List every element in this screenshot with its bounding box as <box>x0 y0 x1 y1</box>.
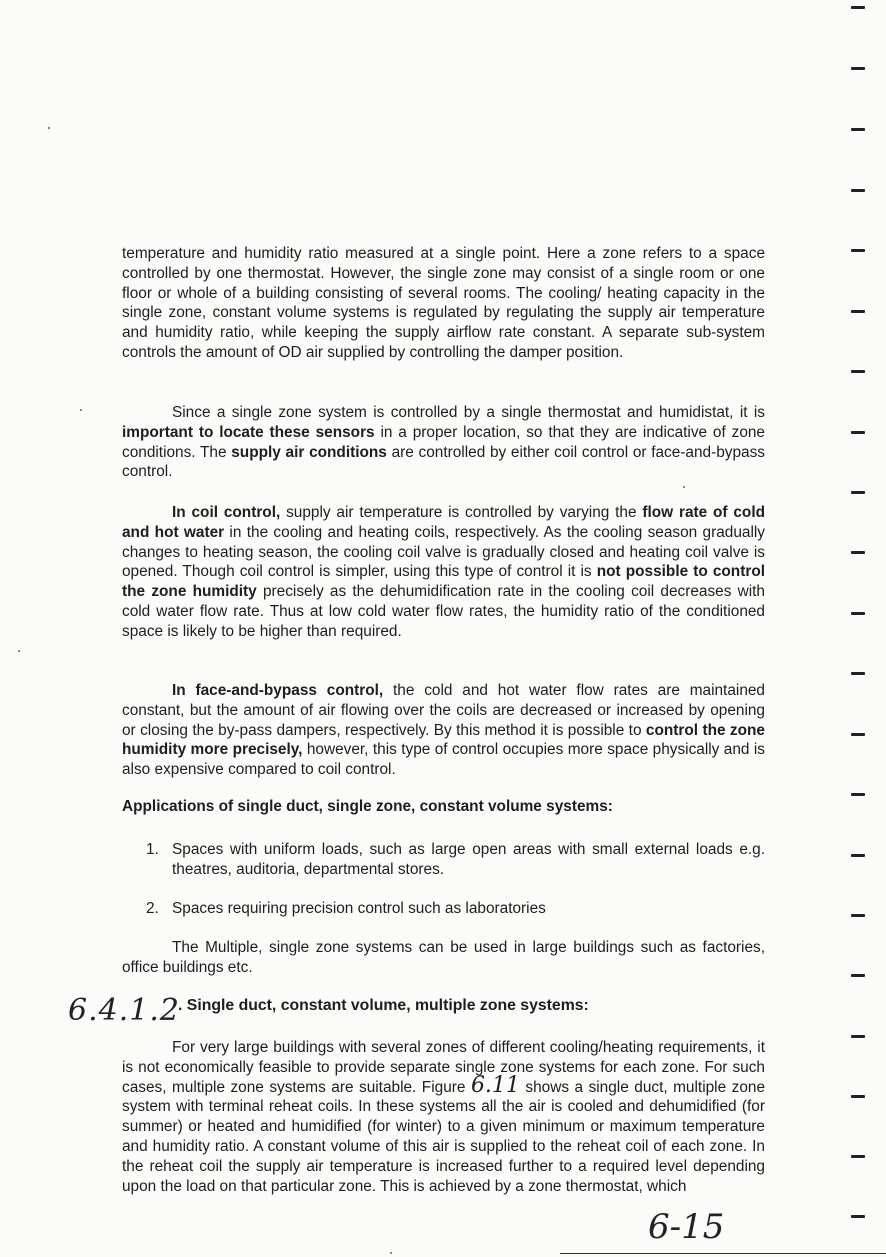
list-item <box>146 840 765 880</box>
tick-mark <box>851 854 865 857</box>
paragraph-face-and-bypass: In face-and-bypass control, the cold and hot water flow rates are maintained constant, but the amount of air flowing over the coils are decreased or increased by opening or closing the by-pass dampers, respectively. By this method it is possible to control the zone humidity more precisely, however, this type of control occupies more space physically and is also expensive compared to coil control. <box>122 682 765 779</box>
tick-mark <box>851 128 865 131</box>
tick-mark <box>851 733 865 736</box>
scan-speck <box>390 1252 392 1254</box>
tick-mark <box>851 310 865 313</box>
tick-mark <box>851 67 865 70</box>
list-item-number: 1. <box>146 841 159 858</box>
list-item-text: Spaces requiring precision control such as laboratories <box>172 900 546 917</box>
tick-mark <box>851 370 865 373</box>
list-item-text: Spaces with uniform loads, such as large open areas with small external loads e.g. theatres, auditoria, departmental stores. <box>172 841 765 878</box>
tick-mark <box>851 974 865 977</box>
paragraph-sensor-location: Since a single zone system is controlled by a single thermostat and humidistat, it is important to locate these sensors in a proper location, so that they are indicative of zone conditions. The supply air conditions are controlled by either coil control or face-and-bypass control. <box>122 404 765 481</box>
handwritten-page-number: 6-15 <box>648 1207 725 1247</box>
paragraph-coil-control: In coil control, supply air temperature is controlled by varying the flow rate of cold and hot water in the cooling and heating coils, respectively. As the cooling season gradually changes to heating season, the cooling coil valve is gradually closed and heating coil valve is opened. Though coil control is simpler, using this type of control it is not possible to control the zone humidity precisely as the dehumidification rate in the cooling coil decreases with cold water flow rate. Thus at low cold water flow rates, the humidity ratio of the conditioned space is likely to be higher than required. <box>122 504 766 640</box>
paragraph-zone-definition: temperature and humidity ratio measured at a single point. Here a zone refers to a space controlled by one thermostat. However, the single zone may consist of a single room or one floor or whole of a building consisting of several rooms. The cooling/ heating capacity in the single zone, constant volume systems is regulated by regulating the supply air temperature and humidity ratio, while keeping the supply airflow rate constant. A separate sub-system controls the amount of OD air supplied by controlling the damper position. <box>122 245 765 361</box>
tick-mark <box>851 491 865 494</box>
scan-speck <box>48 127 50 129</box>
bottom-rule <box>560 1253 886 1254</box>
tick-mark <box>851 189 865 192</box>
tick-mark <box>851 612 865 615</box>
tick-mark <box>851 249 865 252</box>
scan-speck <box>18 650 20 652</box>
list-item <box>146 899 765 919</box>
section-title: . Single duct, constant volume, multiple zone systems: <box>178 997 589 1014</box>
tick-mark <box>851 1155 865 1158</box>
paragraph-multiple-zone-systems: For very large buildings with several zones of different cooling/heating requirements, it is not economically feasible to provide separate single zone systems for each zone. For such cases, multiple zone systems are suitable. Figure 6.11 shows a single duct, multiple zone system with terminal reheat coils. In these systems all the air is cooled and dehumidified (for summer) or heated and humidified (for winter) to a given minimum or maximum temperature and humidity ratio. A constant volume of this air is supplied to the reheat coil of each zone. In the reheat coil the supply air temperature is increased further to a required level depending upon the load on that particular zone. This is achieved by a zone thermostat, which <box>122 1039 766 1195</box>
tick-mark <box>851 6 865 9</box>
scan-speck <box>80 409 82 411</box>
paragraph-multiple-single-zone: The Multiple, single zone systems can be used in large buildings such as factories, office buildings etc. <box>122 939 765 976</box>
tick-mark <box>851 1035 865 1038</box>
scan-speck <box>683 486 685 488</box>
list-item-number: 2. <box>146 900 159 917</box>
tick-mark <box>851 551 865 554</box>
applications-heading: Applications of single duct, single zone, constant volume systems: <box>122 798 613 815</box>
handwritten-section-number: 6.4.1.2 <box>68 993 180 1028</box>
tick-mark <box>851 1215 865 1218</box>
tick-mark <box>851 431 865 434</box>
handwritten-figure-number: 6.11 <box>470 1072 520 1098</box>
tick-mark <box>851 672 865 675</box>
tick-mark <box>851 793 865 796</box>
tick-mark <box>851 914 865 917</box>
tick-mark <box>851 1095 865 1098</box>
margin-tick-marks <box>851 0 867 1257</box>
